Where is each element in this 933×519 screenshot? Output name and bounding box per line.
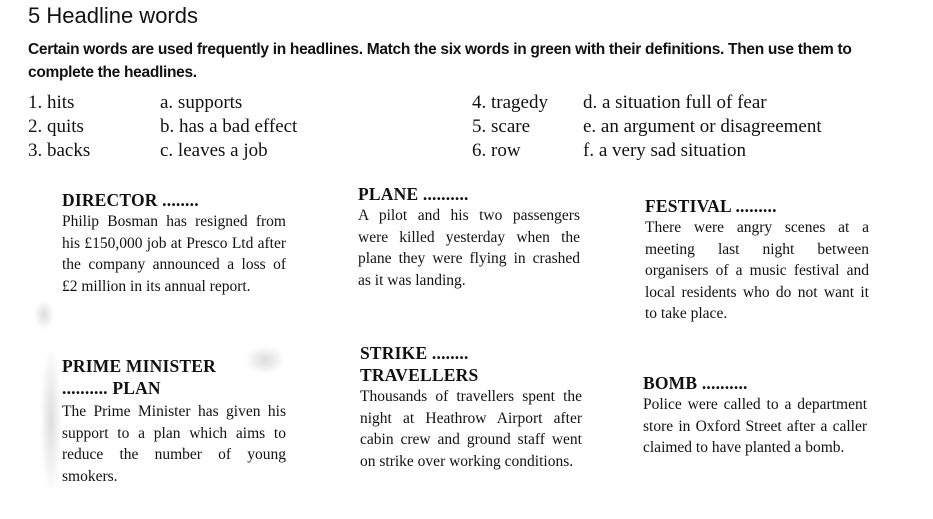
article-body: Police were called to a department store in Oxford Street after a caller claimed to have planted a bomb. [643,396,867,457]
article-headline: PLANE .......... [358,184,469,204]
article-prime-minister [62,355,286,487]
instructions: Certain words are used frequently in headlines. Match the six words in green with their definitions. Then use them to complete the headlines. [28,41,852,81]
definition-item: b. has a bad effect [160,116,298,137]
article-bomb [643,372,867,459]
article-headline: STRIKE ........ [360,343,469,363]
article-headline: BOMB .......... [643,373,748,393]
article-strike [360,342,582,472]
article-headline: .......... PLAN [62,378,161,398]
word-item: 2. quits [28,116,84,137]
article-festival [645,195,869,325]
definition-item: f. a very sad situation [583,140,747,161]
word-item: 5. scare [472,116,531,137]
article-director [62,189,286,297]
article-headline: DIRECTOR ........ [62,190,199,210]
scan-smudge [34,300,54,330]
word-item: 6. row [472,140,521,161]
definition-item: d. a situation full of fear [583,92,767,113]
article-body: The Prime Minister has given his support to a plan which aims to reduce the number of young smokers. [62,403,286,485]
scan-smudge [40,345,62,495]
article-body: Philip Bosman has resigned from his £150,000 job at Presco Ltd after the company announced a loss of £2 million in its annual report. [62,213,286,295]
article-plane [358,183,580,291]
article-body: There were angry scenes at a meeting last night between organisers of a music festival and local residents who do not want it to take place. [645,219,869,323]
article-headline: TRAVELLERS [360,365,479,385]
article-headline: FESTIVAL ......... [645,196,777,216]
section-title: 5 Headline words [28,3,198,28]
article-body: A pilot and his two passengers were killed yesterday when the plane they were flying in crashed as it was landing. [358,207,580,289]
definition-item: c. leaves a job [160,140,268,161]
word-item: 3. backs [28,140,91,161]
word-item: 1. hits [28,92,75,113]
definition-item: a. supports [160,92,243,113]
article-body: Thousands of travellers spent the night at Heathrow Airport after cabin crew and ground staff went on strike over working conditions. [360,388,582,470]
word-item: 4. tragedy [472,92,548,113]
article-headline: PRIME MINISTER [62,356,216,376]
definition-item: e. an argument or disagreement [583,116,822,137]
